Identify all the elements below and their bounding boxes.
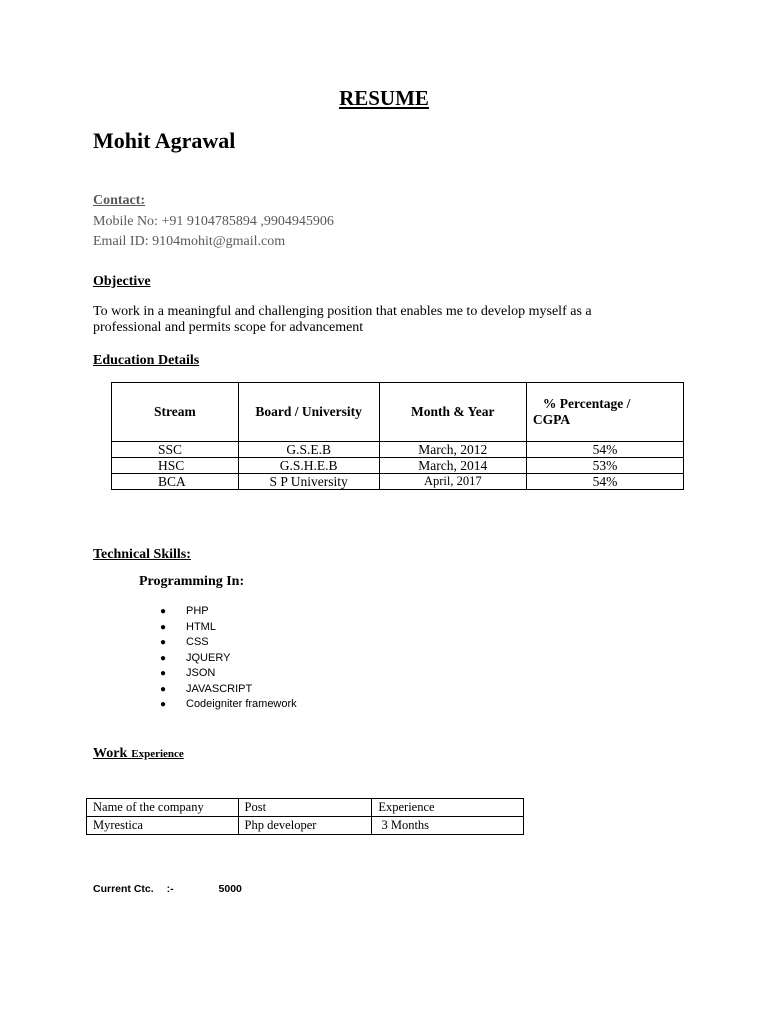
- cell-company: Myrestica: [87, 817, 239, 835]
- work-heading-word2: Experience: [131, 748, 184, 760]
- cell-percentage: 54%: [526, 442, 683, 458]
- ctc-separator: :-: [166, 883, 174, 895]
- skill-label: JSON: [186, 667, 216, 679]
- cell-stream: HSC: [112, 458, 239, 474]
- objective-heading: Objective: [93, 274, 151, 289]
- list-item: [160, 651, 297, 667]
- objective-line-2: professional and permits scope for advancement: [93, 320, 364, 335]
- contact-heading: Contact:: [93, 193, 146, 208]
- skill-label: PHP: [186, 605, 209, 617]
- list-item: [160, 697, 297, 713]
- cell-board: S P University: [238, 474, 379, 490]
- skill-label: JAVASCRIPT: [186, 682, 253, 695]
- cell-percentage: 54%: [526, 474, 683, 490]
- work-experience-heading: [93, 744, 184, 762]
- header-percentage-line2: CGPA: [532, 412, 571, 427]
- header-experience: Experience: [372, 799, 524, 817]
- cell-month-year: March, 2012: [379, 442, 526, 458]
- cell-board: G.S.E.B: [238, 442, 379, 458]
- table-row: [112, 458, 684, 474]
- bullet-icon: ●: [160, 652, 167, 664]
- technical-skills-heading: Technical Skills:: [93, 547, 191, 562]
- list-item: [160, 666, 297, 682]
- cell-month-year: March, 2014: [379, 458, 526, 474]
- programming-heading: Programming In:: [139, 574, 245, 589]
- bullet-icon: ●: [160, 606, 167, 617]
- header-company: Name of the company: [87, 799, 239, 817]
- bullet-icon: ●: [160, 699, 167, 710]
- header-board: Board / University: [238, 383, 379, 442]
- ctc-value: 5000: [218, 883, 242, 895]
- table-row: [87, 817, 524, 835]
- header-stream: Stream: [112, 383, 239, 442]
- resume-title: RESUME: [339, 86, 429, 110]
- objective-text: [93, 304, 653, 336]
- cell-post: Php developer: [238, 817, 372, 835]
- list-item: [160, 635, 297, 651]
- work-table: [86, 798, 524, 835]
- education-heading: Education Details: [93, 353, 200, 368]
- table-row: [112, 474, 684, 490]
- candidate-name: Mohit Agrawal: [93, 128, 236, 153]
- bullet-icon: ●: [160, 683, 167, 695]
- education-table: [111, 382, 684, 490]
- education-header-row: [112, 383, 684, 442]
- table-row: [112, 442, 684, 458]
- ctc-label: Current Ctc.: [93, 883, 154, 895]
- cell-month-year: April, 2017: [379, 474, 526, 490]
- cell-experience: 3 Months: [372, 817, 524, 835]
- current-ctc: [93, 883, 242, 895]
- skill-label: HTML: [186, 620, 216, 633]
- cell-stream: SSC: [112, 442, 239, 458]
- cell-board: G.S.H.E.B: [238, 458, 379, 474]
- list-item: [160, 682, 297, 698]
- skills-list: [160, 604, 297, 713]
- work-heading-word1: Work: [93, 746, 128, 761]
- skill-label: CSS: [186, 636, 209, 648]
- skill-label: Codeigniter framework: [186, 698, 297, 710]
- header-month-year: Month & Year: [379, 383, 526, 442]
- bullet-icon: ●: [160, 668, 167, 679]
- mobile-number: Mobile No: +91 9104785894 ,9904945906: [93, 214, 334, 229]
- bullet-icon: ●: [160, 621, 167, 633]
- email-address: Email ID: 9104mohit@gmail.com: [93, 234, 286, 249]
- list-item: [160, 620, 297, 636]
- header-percentage: [526, 383, 683, 442]
- cell-percentage: 53%: [526, 458, 683, 474]
- objective-line-1: To work in a meaningful and challenging position that enables me to develop myself as a: [93, 304, 592, 319]
- list-item: [160, 604, 297, 620]
- bullet-icon: ●: [160, 637, 167, 648]
- work-header-row: [87, 799, 524, 817]
- cell-stream: BCA: [112, 474, 239, 490]
- header-post: Post: [238, 799, 372, 817]
- skill-label: JQUERY: [186, 651, 231, 664]
- header-percentage-line1: % Percentage /: [542, 396, 631, 411]
